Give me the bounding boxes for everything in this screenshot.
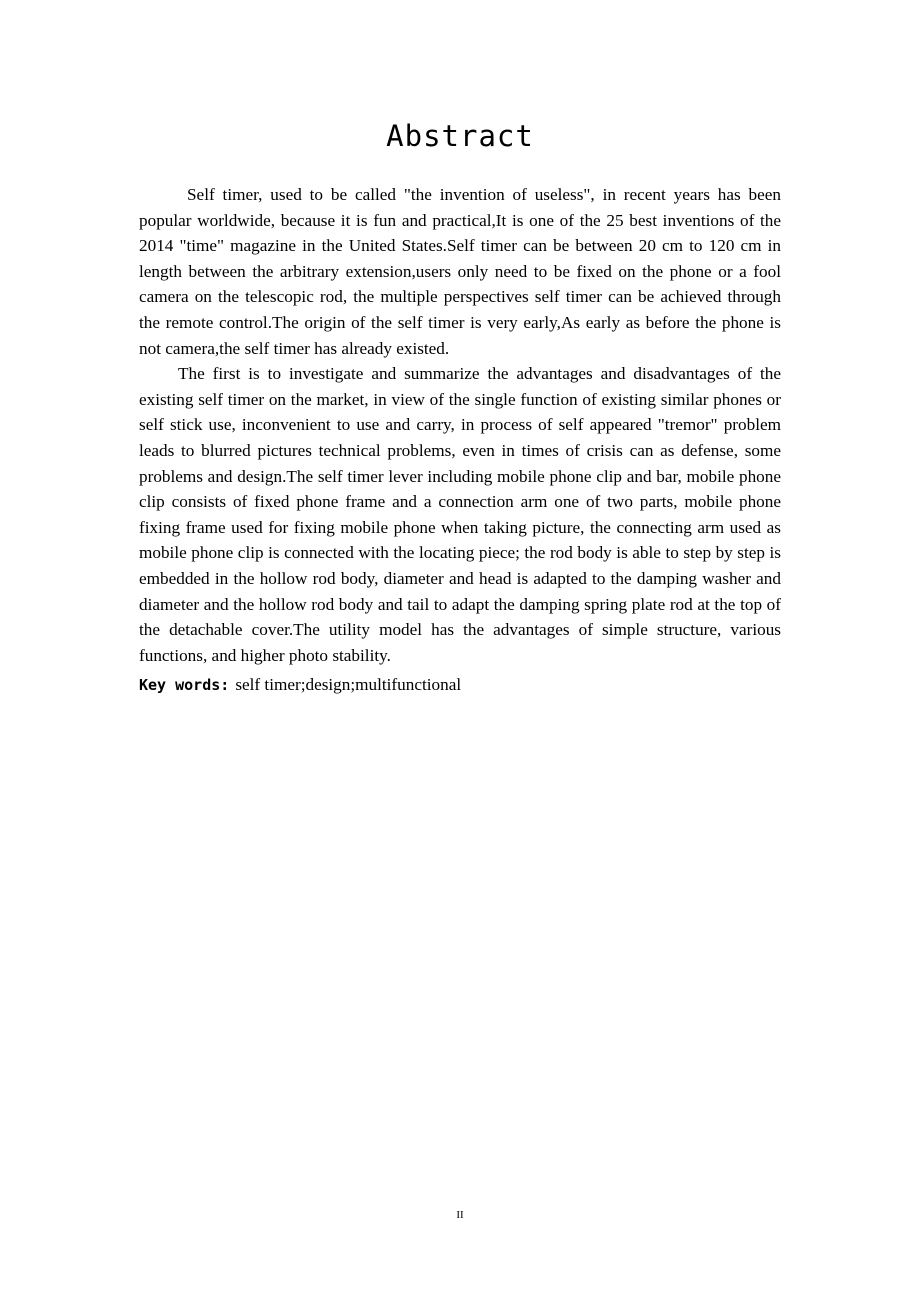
abstract-paragraph-2: The first is to investigate and summarize the advantages and disadvantages of the existing self timer on the market, in view of the single function of existing similar phones or self stick use, inconvenient to use and carry, in process of self appeared "tremor" problem leads to blurred pictures technical problems, even in times of crisis can as defense, some problems and design.The self timer lever including mobile phone clip and bar, mobile phone clip consists of fixed phone frame and a connection arm one of two parts, mobile phone fixing frame used for fixing mobile phone when taking picture, the connecting arm used as mobile phone clip is connected with the locating piece; the rod body is able to step by step is embedded in the hollow rod body, diameter and head is adapted to the damping washer and diameter and the hollow rod body and tail to adapt the damping spring plate rod at the top of the detachable cover.The utility model has the advantages of simple structure, various functions, and higher photo stability. — [139, 364, 781, 665]
abstract-body — [139, 182, 781, 699]
page-number: II — [456, 1209, 464, 1221]
page-title: Abstract — [386, 119, 534, 153]
keywords-label: Key words: — [139, 676, 230, 695]
keywords-value: self timer;design;multifunctional — [235, 675, 462, 695]
abstract-paragraph-1: Self timer, used to be called "the invention of useless", in recent years has been popular worldwide, because it is fun and practical,It is one of the 25 best inventions of the 2014 "time" magazine in the United States.Self timer can be between 20 cm to 120 cm in length between the arbitrary extension,users only need to be fixed on the phone or a fool camera on the telescopic rod, the multiple perspectives self timer can be achieved through the remote control.The origin of the self timer is very early,As early as before the phone is not camera,the self timer has already existed. — [139, 185, 781, 358]
keywords-line — [139, 672, 781, 699]
